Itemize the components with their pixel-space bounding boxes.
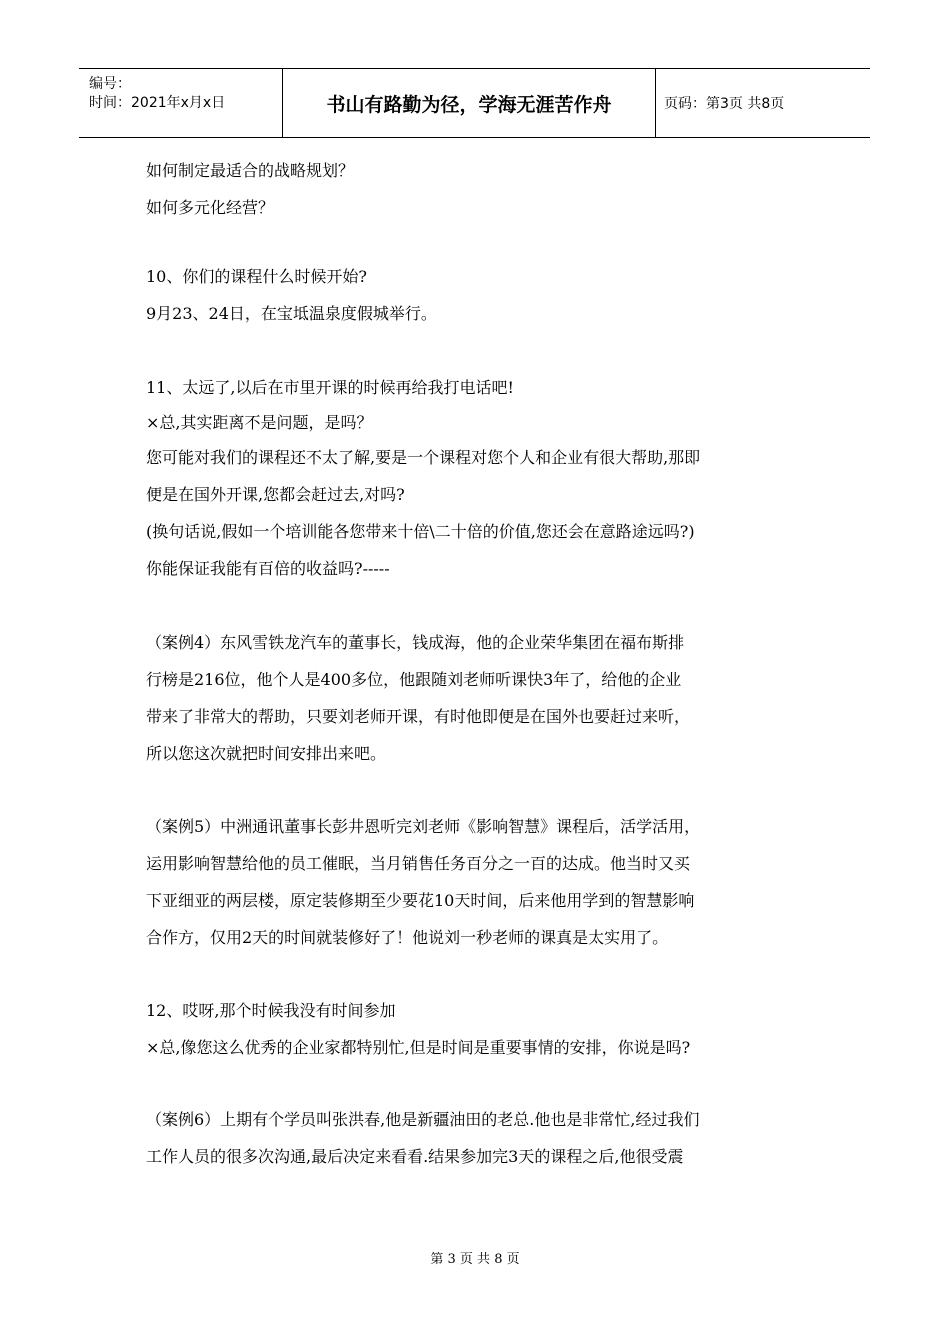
body-line: 行榜是216位，他个人是400多位，他跟随刘老师听课快3年了，给他的企业: [146, 670, 682, 689]
body-line: （案例5）中洲通讯董事长彭井恩听完刘老师《影响智慧》课程后，活学活用，: [146, 817, 701, 836]
header-info-cell: [79, 69, 283, 137]
body-line: 便是在国外开课,您都会赶过去,对吗?: [146, 485, 405, 504]
body-line: (换句话说,假如一个培训能各您带来十倍\二十倍的价值,您还会在意路途远吗?): [146, 522, 695, 541]
body-line: 如何制定最适合的战略规划？: [146, 161, 355, 180]
body-line: ×总,像您这么优秀的企业家都特别忙,但是时间是重要事情的安排，你说是吗?: [146, 1038, 691, 1057]
page-footer: 第 3 页 共 8 页: [430, 1252, 520, 1267]
body-line: 下亚细亚的两层楼，原定装修期至少要花10天时间，后来他用学到的智慧影响: [146, 891, 695, 910]
page-header: [79, 68, 870, 138]
time-label: 时间：2021年x月x日: [89, 95, 226, 111]
number-label: 编号：: [89, 76, 131, 92]
body-line: 带来了非常大的帮助，只要刘老师开课，有时他即便是在国外也要赶过来听，: [146, 707, 691, 726]
body-line: （案例6）上期有个学员叫张洪春,他是新疆油田的老总.他也是非常忙,经过我们: [146, 1110, 700, 1129]
body-line: 运用影响智慧给他的员工催眠，当月销售任务百分之一百的达成。他当时又买: [146, 854, 691, 873]
body-line: 10、你们的课程什么时候开始?: [146, 267, 367, 286]
body-line: 9月23、24日，在宝坻温泉度假城举行。: [146, 304, 437, 323]
body-line: 工作人员的很多次沟通,最后决定来看看.结果参加完3天的课程之后,他很受震: [146, 1147, 684, 1166]
header-page-info: 页码：第3页 共8页: [664, 96, 785, 112]
header-motto: 书山有路勤为径，学海无涯苦作舟: [283, 69, 656, 137]
body-line: 12、哎呀,那个时候我没有时间参加: [146, 1001, 396, 1020]
body-line: ×总,其实距离不是问题，是吗？: [146, 413, 373, 432]
body-line: （案例4）东风雪铁龙汽车的董事长，钱成海，他的企业荣华集团在福布斯排: [146, 633, 685, 652]
body-line: 您可能对我们的课程还不太了解,要是一个课程对您个人和企业有很大帮助,那即: [146, 448, 701, 467]
body-line: 所以您这次就把时间安排出来吧。: [146, 744, 387, 763]
body-line: 如何多元化经营？: [146, 198, 275, 217]
body-line: 你能保证我能有百倍的收益吗?-----: [146, 559, 390, 578]
body-line: 11、太远了,以后在市里开课的时候再给我打电话吧!: [146, 378, 514, 397]
body-line: 合作方，仅用2天的时间就装修好了！他说刘一秒老师的课真是太实用了。: [146, 928, 669, 947]
